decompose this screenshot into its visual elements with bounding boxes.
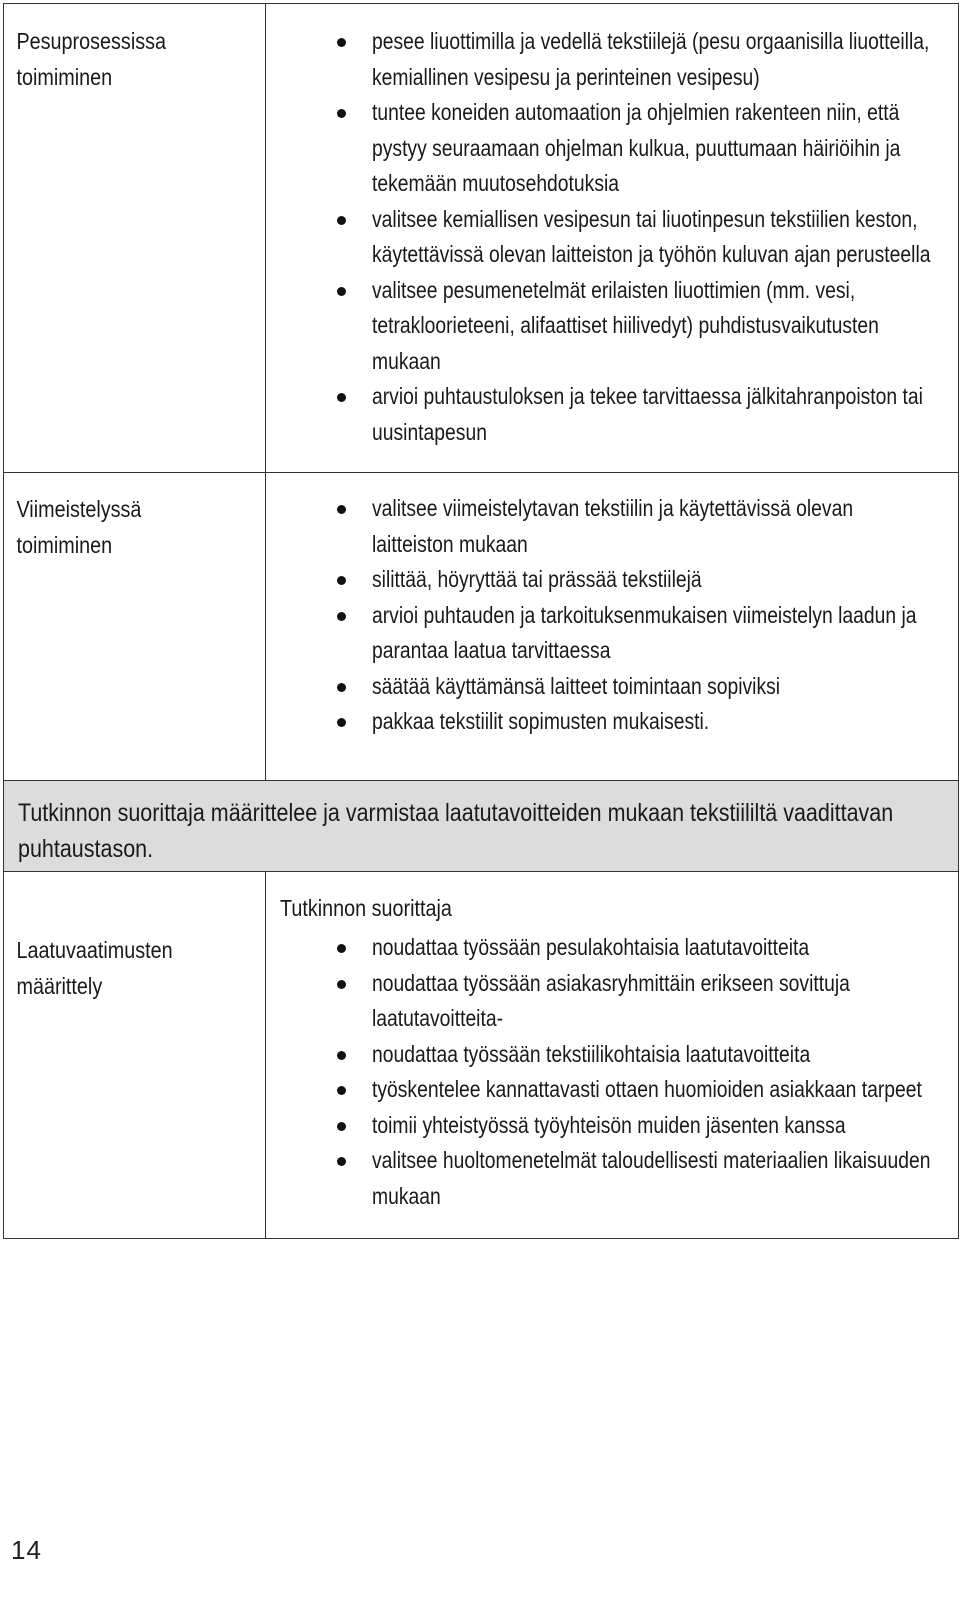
list-item: noudattaa työssään tekstiilikohtaisia laatutavoitteita [266,1037,958,1073]
list-item: pakkaa tekstiilit sopimusten mukaisesti. [266,704,958,740]
row-label-cell [4,872,229,1239]
row-label-cell [4,473,229,781]
subheading: Tutkinnon suorittaja [280,895,452,921]
list-item: tuntee koneiden automaation ja ohjelmien rakenteen niin, että pystyy seuraamaan ohjelman kulkua, puuttumaan häiriöihin ja tekemään muutosehdotuksia [266,95,958,202]
list-item: valitsee pesumenetelmät erilaisten liuottimien (mm. vesi, tetrakloorieteeni, alifaattiset hiilivedyt) puhdistusvaikutusten mukaan [266,273,958,380]
bullet-icon [337,1122,346,1131]
row-label: Pesuprosessissa toimiminen [15,28,166,90]
bullet-icon [337,683,346,692]
criteria-list [266,491,958,740]
table-row [4,4,959,473]
bullet-icon [337,216,346,225]
list-item: pesee liuottimilla ja vedellä tekstiilejä (pesu orgaanisilla liuotteilla, kemiallinen vesipesu ja perinteinen vesipesu) [266,24,958,95]
row-label-cell [4,4,229,473]
list-item: arvioi puhtauden ja tarkoituksenmukaisen viimeistelyn laadun ja parantaa laatua tarvittaessa [266,598,958,669]
list-item: työskentelee kannattavasti ottaen huomioiden asiakkaan tarpeet [266,1072,958,1108]
list-item: valitsee viimeistelytavan tekstiilin ja käytettävissä olevan laitteiston mukaan [266,491,958,562]
list-item: toimii yhteistyössä työyhteisön muiden jäsenten kanssa [266,1108,958,1144]
row-label: Viimeistelyssä toimiminen [15,496,141,558]
highlight-cell [4,781,959,872]
table-row [4,473,959,781]
bullet-icon [337,612,346,621]
list-item: noudattaa työssään asiakasryhmittäin erikseen sovittuja laatutavoitteita- [266,966,958,1037]
bullet-icon [337,718,346,727]
bullet-icon [337,1086,346,1095]
bullet-icon [337,576,346,585]
bullet-icon [337,38,346,47]
criteria-list [266,24,958,450]
bullet-icon [337,1157,346,1166]
list-item: silittää, höyryttää tai prässää tekstiilejä [266,562,958,598]
list-item: valitsee kemiallisen vesipesun tai liuotinpesun tekstiilien keston, käytettävissä olevan laitteiston ja työhön kuluvan ajan perusteella [266,202,958,273]
page-number: 14 [11,1535,42,1565]
row-label: Laatuvaatimusten määrittely [15,937,173,999]
list-item: valitsee huoltomenetelmät taloudellisesti materiaalien likaisuuden mukaan [266,1143,958,1214]
list-item: säätää käyttämänsä laitteet toimintaan sopiviksi [266,669,958,705]
bullet-icon [337,393,346,402]
bullet-icon [337,1051,346,1060]
table-row [4,872,959,1239]
bullet-icon [337,505,346,514]
bullet-icon [337,944,346,953]
list-item: noudattaa työssään pesulakohtaisia laatutavoitteita [266,930,958,966]
bullet-icon [337,287,346,296]
bullet-icon [337,109,346,118]
list-item: arvioi puhtaustuloksen ja tekee tarvittaessa jälkitahranpoiston tai uusintapesun [266,379,958,450]
criteria-table [3,3,959,1239]
row-content-cell [266,473,959,781]
document-page [3,3,959,1239]
highlight-text: Tutkinnon suorittaja määrittelee ja varmistaa laatutavoitteiden mukaan tekstiililtä vaadittavan puhtaustason. [18,799,894,863]
row-content-cell [266,4,959,473]
row-content-cell [266,872,959,1239]
bullet-icon [337,980,346,989]
criteria-list [266,930,958,1214]
table-row [4,781,959,872]
